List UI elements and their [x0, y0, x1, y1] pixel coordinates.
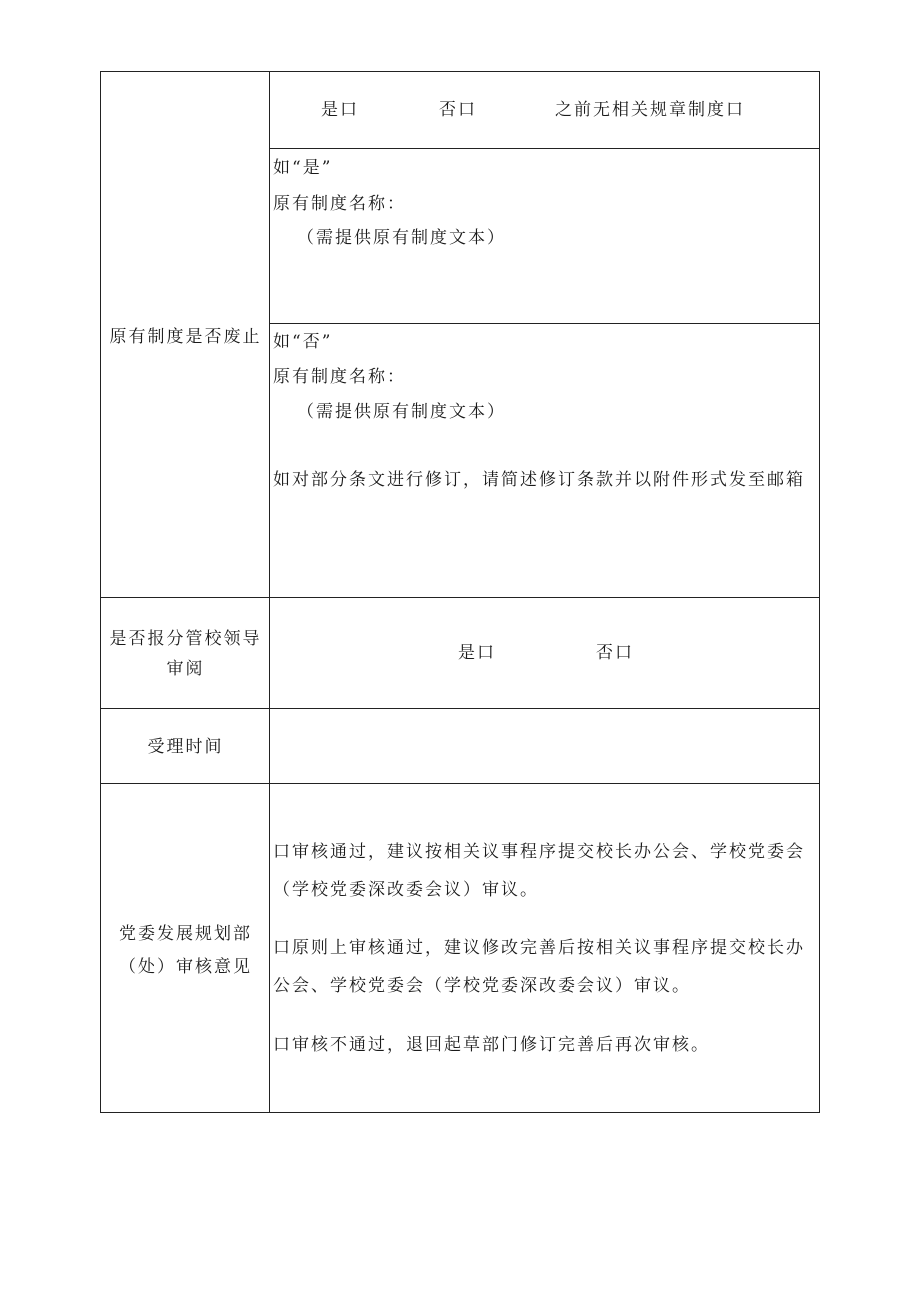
if-yes-heading: 如“是”: [273, 158, 333, 178]
if-yes-note: （需提供原有制度文本）: [297, 228, 506, 248]
row-divider-if-yes: [270, 323, 819, 324]
leader-no-checkbox[interactable]: 否口: [596, 643, 634, 663]
revision-note: 如对部分条文进行修订，请简述修订条款并以附件形式发至邮箱: [273, 470, 805, 490]
if-no-note: （需提供原有制度文本）: [297, 402, 506, 422]
row-divider-abolish-end: [101, 597, 819, 598]
leader-yes-checkbox[interactable]: 是口: [458, 643, 496, 663]
if-no-heading: 如“否”: [273, 332, 333, 352]
review-form-table: [100, 71, 820, 1113]
abolish-label: 原有制度是否废止: [109, 327, 262, 347]
party-review-label: 党委发展规划部（处）审核意见: [119, 924, 252, 977]
abolish-no-checkbox[interactable]: 否口: [439, 100, 477, 120]
party-option-approve[interactable]: 口审核通过，建议按相关议事程序提交校长办公会、学校党委会（学校党委深改委会议）审议。: [273, 842, 805, 900]
accept-time-label: [101, 732, 270, 762]
leader-review-label: 是否报分管校领导审阅: [109, 629, 262, 679]
row-divider-time-end: [101, 783, 819, 784]
if-yes-name-label: 原有制度名称：: [273, 194, 406, 214]
party-option-reject[interactable]: 口审核不通过，退回起草部门修订完善后再次审核。: [273, 1035, 710, 1055]
abolish-yes-checkbox[interactable]: 是口: [321, 100, 359, 120]
party-option-conditional[interactable]: 口原则上审核通过，建议修改完善后按相关议事程序提交校长办公会、学校党委会（学校党委深改委会议）审议。: [273, 938, 805, 996]
if-no-name-label: 原有制度名称：: [273, 367, 406, 387]
row-divider-leader-end: [101, 708, 819, 709]
abolish-none-checkbox[interactable]: 之前无相关规章制度口: [555, 100, 745, 120]
row-divider-choice: [270, 148, 819, 149]
accept-time-value[interactable]: [281, 735, 801, 759]
accept-time-label-text: 受理时间: [147, 737, 224, 757]
